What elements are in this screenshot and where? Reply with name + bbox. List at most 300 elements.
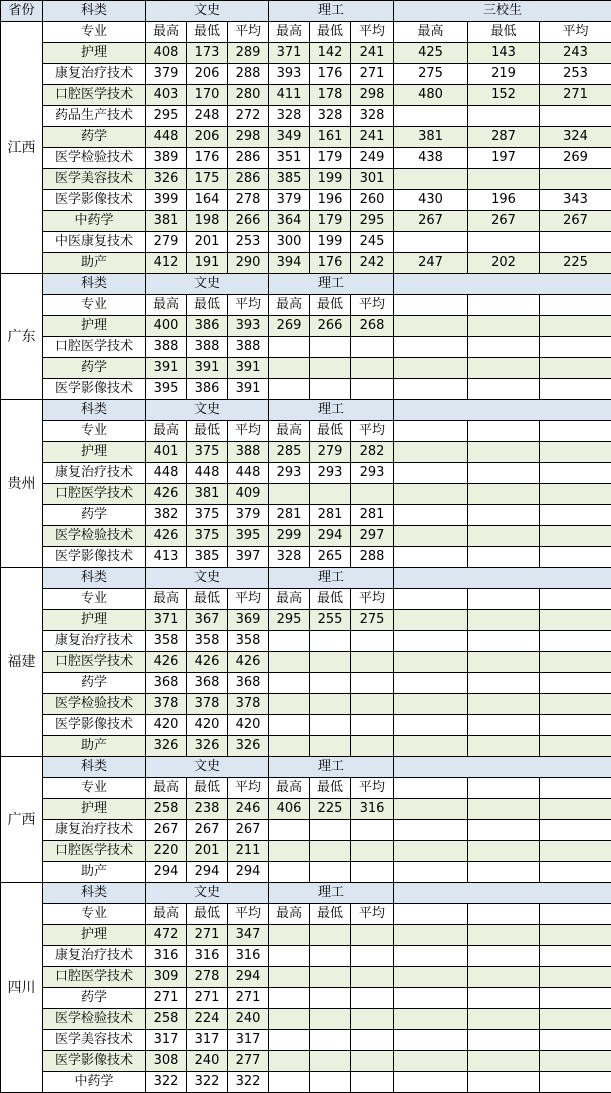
table-row — [1, 1072, 611, 1093]
ligong-min-cell: 225 — [310, 799, 351, 820]
ligong-avg-cell — [351, 379, 394, 400]
major-cell: 医学美容技术 — [43, 169, 146, 190]
category-header-row — [1, 400, 611, 421]
ligong-max-cell — [269, 925, 310, 946]
major-cell: 康复治疗技术 — [43, 463, 146, 484]
wenshi-avg-cell: 397 — [228, 547, 269, 568]
ligong-avg-cell: 316 — [351, 799, 394, 820]
major-label: 专业 — [43, 295, 146, 316]
wenshi-min-cell: 238 — [187, 799, 228, 820]
wenshi-max-cell: 220 — [146, 841, 187, 862]
sanxiao-avg-cell: 271 — [540, 85, 611, 106]
wenshi-max-cell: 472 — [146, 925, 187, 946]
sanxiao-max-cell — [394, 610, 468, 631]
sanxiao-avg-cell — [540, 358, 611, 379]
wenshi-max-cell: 309 — [146, 967, 187, 988]
table-row — [1, 64, 611, 85]
sanxiao-min-label — [468, 589, 540, 610]
wenshi-avg-label: 平均 — [228, 421, 269, 442]
sanxiao-avg-cell — [540, 799, 611, 820]
wenshi-avg-cell: 240 — [228, 1009, 269, 1030]
wenshi-min-cell: 381 — [187, 484, 228, 505]
major-cell: 医学检验技术 — [43, 526, 146, 547]
table-row — [1, 736, 611, 757]
province-cell: 广西 — [1, 757, 43, 883]
major-cell: 药学 — [43, 673, 146, 694]
ligong-avg-cell: 328 — [351, 106, 394, 127]
sanxiao-max-cell: 267 — [394, 211, 468, 232]
sanxiao-min-cell — [468, 232, 540, 253]
ligong-avg-cell — [351, 694, 394, 715]
wenshi-avg-cell: 388 — [228, 337, 269, 358]
sanxiao-avg-cell — [540, 673, 611, 694]
sanxiao-max-cell — [394, 925, 468, 946]
sanxiao-avg-cell — [540, 1030, 611, 1051]
table-row — [1, 106, 611, 127]
sanxiao-avg-cell: 267 — [540, 211, 611, 232]
ligong-avg-label: 平均 — [351, 22, 394, 43]
ligong-avg-cell — [351, 337, 394, 358]
wenshi-avg-cell: 290 — [228, 253, 269, 274]
major-cell: 医学美容技术 — [43, 1030, 146, 1051]
ligong-max-cell — [269, 1072, 310, 1093]
ligong-max-cell: 285 — [269, 442, 310, 463]
sanxiao-min-cell: 143 — [468, 43, 540, 64]
wenshi-min-cell: 173 — [187, 43, 228, 64]
sanxiao-label — [394, 883, 611, 904]
ligong-avg-cell: 242 — [351, 253, 394, 274]
wenshi-max-cell: 322 — [146, 1072, 187, 1093]
ligong-avg-cell: 275 — [351, 610, 394, 631]
wenshi-max-cell: 412 — [146, 253, 187, 274]
major-cell: 医学影像技术 — [43, 379, 146, 400]
wenshi-label: 文史 — [146, 757, 269, 778]
sanxiao-min-cell — [468, 673, 540, 694]
wenshi-min-label: 最低 — [187, 904, 228, 925]
ligong-avg-cell: 245 — [351, 232, 394, 253]
sanxiao-min-cell — [468, 925, 540, 946]
sanxiao-avg-cell: 243 — [540, 43, 611, 64]
sanxiao-min-cell: 267 — [468, 211, 540, 232]
wenshi-avg-cell: 391 — [228, 358, 269, 379]
wenshi-avg-cell: 288 — [228, 64, 269, 85]
ligong-max-cell — [269, 652, 310, 673]
wenshi-avg-cell: 347 — [228, 925, 269, 946]
sanxiao-avg-cell — [540, 379, 611, 400]
sanxiao-max-cell — [394, 652, 468, 673]
wenshi-max-cell: 279 — [146, 232, 187, 253]
wenshi-min-label: 最低 — [187, 22, 228, 43]
sanxiao-max-cell — [394, 946, 468, 967]
wenshi-max-cell: 326 — [146, 736, 187, 757]
wenshi-min-label: 最低 — [187, 589, 228, 610]
subheader-row — [1, 778, 611, 799]
wenshi-avg-label: 平均 — [228, 778, 269, 799]
ligong-max-cell — [269, 715, 310, 736]
major-cell: 助产 — [43, 862, 146, 883]
wenshi-min-cell: 271 — [187, 988, 228, 1009]
table-row — [1, 1009, 611, 1030]
wenshi-avg-cell: 368 — [228, 673, 269, 694]
ligong-max-cell — [269, 736, 310, 757]
table-row — [1, 547, 611, 568]
sanxiao-min-cell — [468, 967, 540, 988]
wenshi-max-cell: 399 — [146, 190, 187, 211]
sanxiao-avg-cell — [540, 316, 611, 337]
wenshi-avg-cell: 388 — [228, 442, 269, 463]
wenshi-min-cell: 375 — [187, 526, 228, 547]
ligong-max-cell — [269, 673, 310, 694]
wenshi-max-cell: 426 — [146, 484, 187, 505]
ligong-min-cell: 179 — [310, 211, 351, 232]
ligong-min-cell — [310, 673, 351, 694]
major-cell: 医学影像技术 — [43, 1051, 146, 1072]
sanxiao-max-cell — [394, 232, 468, 253]
wenshi-max-cell: 426 — [146, 652, 187, 673]
table-row — [1, 253, 611, 274]
sanxiao-max-cell — [394, 337, 468, 358]
ligong-avg-cell: 241 — [351, 127, 394, 148]
sanxiao-max-cell — [394, 379, 468, 400]
ligong-avg-cell — [351, 484, 394, 505]
ligong-min-cell — [310, 736, 351, 757]
province-cell: 福建 — [1, 568, 43, 757]
sanxiao-max-cell — [394, 526, 468, 547]
ligong-max-cell: 411 — [269, 85, 310, 106]
sanxiao-min-cell — [468, 610, 540, 631]
table-row — [1, 1051, 611, 1072]
ligong-min-label: 最低 — [310, 22, 351, 43]
wenshi-max-label: 最高 — [146, 421, 187, 442]
wenshi-max-cell: 400 — [146, 316, 187, 337]
ligong-min-cell — [310, 631, 351, 652]
sanxiao-max-cell — [394, 631, 468, 652]
wenshi-min-cell: 248 — [187, 106, 228, 127]
wenshi-avg-cell: 409 — [228, 484, 269, 505]
ligong-min-cell: 161 — [310, 127, 351, 148]
sanxiao-min-cell — [468, 652, 540, 673]
sanxiao-min-cell — [468, 820, 540, 841]
major-cell: 护理 — [43, 442, 146, 463]
sanxiao-max-cell: 438 — [394, 148, 468, 169]
wenshi-max-cell: 420 — [146, 715, 187, 736]
sanxiao-min-cell — [468, 799, 540, 820]
wenshi-avg-cell: 379 — [228, 505, 269, 526]
sanxiao-max-cell — [394, 694, 468, 715]
sanxiao-avg-cell — [540, 925, 611, 946]
sanxiao-min-cell — [468, 484, 540, 505]
ligong-max-label: 最高 — [269, 421, 310, 442]
major-cell: 中药学 — [43, 1072, 146, 1093]
wenshi-avg-cell: 358 — [228, 631, 269, 652]
wenshi-avg-cell: 426 — [228, 652, 269, 673]
sanxiao-max-cell — [394, 106, 468, 127]
ligong-avg-label: 平均 — [351, 778, 394, 799]
sanxiao-min-cell — [468, 631, 540, 652]
ligong-label: 理工 — [269, 883, 394, 904]
table-row — [1, 148, 611, 169]
ligong-max-cell: 393 — [269, 64, 310, 85]
ligong-min-cell — [310, 967, 351, 988]
wenshi-min-cell: 198 — [187, 211, 228, 232]
wenshi-max-cell: 395 — [146, 379, 187, 400]
wenshi-avg-cell: 278 — [228, 190, 269, 211]
table-row — [1, 43, 611, 64]
sanxiao-min-cell — [468, 1072, 540, 1093]
sanxiao-min-cell — [468, 946, 540, 967]
major-cell: 医学影像技术 — [43, 190, 146, 211]
subheader-row — [1, 904, 611, 925]
sanxiao-max-label: 最高 — [394, 22, 468, 43]
ligong-min-cell — [310, 946, 351, 967]
sanxiao-max-cell — [394, 169, 468, 190]
ligong-avg-cell: 297 — [351, 526, 394, 547]
wenshi-min-cell: 420 — [187, 715, 228, 736]
sanxiao-min-cell: 202 — [468, 253, 540, 274]
sanxiao-min-cell: 197 — [468, 148, 540, 169]
ligong-min-cell — [310, 484, 351, 505]
sanxiao-max-cell: 247 — [394, 253, 468, 274]
sanxiao-max-cell: 430 — [394, 190, 468, 211]
sanxiao-avg-cell — [540, 736, 611, 757]
major-cell: 医学检验技术 — [43, 1009, 146, 1030]
major-cell: 康复治疗技术 — [43, 820, 146, 841]
wenshi-avg-cell: 420 — [228, 715, 269, 736]
sanxiao-max-cell — [394, 673, 468, 694]
sanxiao-min-cell — [468, 463, 540, 484]
wenshi-avg-label: 平均 — [228, 295, 269, 316]
wenshi-avg-cell: 391 — [228, 379, 269, 400]
ligong-avg-cell: 295 — [351, 211, 394, 232]
wenshi-max-cell: 403 — [146, 85, 187, 106]
wenshi-max-cell: 295 — [146, 106, 187, 127]
sanxiao-min-cell — [468, 358, 540, 379]
table-row — [1, 190, 611, 211]
ligong-avg-cell — [351, 1072, 394, 1093]
sanxiao-min-label — [468, 421, 540, 442]
wenshi-max-cell: 448 — [146, 463, 187, 484]
wenshi-label: 文史 — [146, 274, 269, 295]
table-row — [1, 316, 611, 337]
ligong-max-label: 最高 — [269, 295, 310, 316]
major-cell: 护理 — [43, 43, 146, 64]
ligong-max-cell — [269, 988, 310, 1009]
ligong-max-cell — [269, 841, 310, 862]
wenshi-avg-cell: 266 — [228, 211, 269, 232]
ligong-max-label: 最高 — [269, 778, 310, 799]
wenshi-min-cell: 386 — [187, 316, 228, 337]
wenshi-max-cell: 371 — [146, 610, 187, 631]
ligong-avg-label: 平均 — [351, 421, 394, 442]
wenshi-min-cell: 386 — [187, 379, 228, 400]
category-header-row — [1, 757, 611, 778]
wenshi-avg-cell: 253 — [228, 232, 269, 253]
sanxiao-avg-cell — [540, 862, 611, 883]
ligong-label: 理工 — [269, 274, 394, 295]
ligong-max-cell — [269, 694, 310, 715]
ligong-max-cell: 406 — [269, 799, 310, 820]
sanxiao-avg-cell — [540, 631, 611, 652]
sanxiao-avg-cell — [540, 988, 611, 1009]
wenshi-avg-cell: 298 — [228, 127, 269, 148]
ligong-avg-cell: 298 — [351, 85, 394, 106]
ligong-avg-cell — [351, 631, 394, 652]
ligong-min-cell: 279 — [310, 442, 351, 463]
ligong-avg-cell — [351, 988, 394, 1009]
wenshi-min-cell: 448 — [187, 463, 228, 484]
ligong-min-label: 最低 — [310, 421, 351, 442]
ligong-avg-cell: 260 — [351, 190, 394, 211]
table-row — [1, 379, 611, 400]
major-cell: 医学影像技术 — [43, 547, 146, 568]
wenshi-min-cell: 240 — [187, 1051, 228, 1072]
ligong-avg-cell — [351, 715, 394, 736]
ligong-max-cell — [269, 1009, 310, 1030]
sanxiao-max-cell — [394, 967, 468, 988]
ligong-avg-cell: 301 — [351, 169, 394, 190]
wenshi-max-cell: 388 — [146, 337, 187, 358]
wenshi-min-cell: 317 — [187, 1030, 228, 1051]
ligong-max-cell — [269, 967, 310, 988]
ligong-min-cell: 293 — [310, 463, 351, 484]
ligong-min-cell: 328 — [310, 106, 351, 127]
sanxiao-max-cell — [394, 358, 468, 379]
wenshi-min-cell: 278 — [187, 967, 228, 988]
wenshi-min-cell: 368 — [187, 673, 228, 694]
wenshi-avg-cell: 393 — [228, 316, 269, 337]
sanxiao-avg-label — [540, 589, 611, 610]
wenshi-avg-cell: 316 — [228, 946, 269, 967]
wenshi-min-label: 最低 — [187, 421, 228, 442]
major-cell: 康复治疗技术 — [43, 946, 146, 967]
ligong-min-cell — [310, 925, 351, 946]
ligong-label: 理工 — [269, 400, 394, 421]
ligong-max-label: 最高 — [269, 904, 310, 925]
sanxiao-max-cell — [394, 715, 468, 736]
sanxiao-avg-cell: 225 — [540, 253, 611, 274]
table-row — [1, 85, 611, 106]
major-label: 专业 — [43, 589, 146, 610]
wenshi-avg-cell: 286 — [228, 169, 269, 190]
ligong-max-cell: 299 — [269, 526, 310, 547]
ligong-max-cell: 371 — [269, 43, 310, 64]
ligong-min-cell: 281 — [310, 505, 351, 526]
ligong-max-cell: 295 — [269, 610, 310, 631]
ligong-avg-cell: 249 — [351, 148, 394, 169]
ligong-min-cell: 176 — [310, 253, 351, 274]
ligong-avg-cell: 268 — [351, 316, 394, 337]
wenshi-min-cell: 191 — [187, 253, 228, 274]
sanxiao-max-cell — [394, 820, 468, 841]
sanxiao-label — [394, 568, 611, 589]
wenshi-max-cell: 368 — [146, 673, 187, 694]
sanxiao-avg-cell — [540, 442, 611, 463]
sanxiao-header: 三校生 — [394, 1, 611, 22]
wenshi-max-cell: 408 — [146, 43, 187, 64]
ligong-max-cell: 385 — [269, 169, 310, 190]
ligong-min-cell — [310, 841, 351, 862]
ligong-avg-cell: 288 — [351, 547, 394, 568]
ligong-max-cell: 328 — [269, 547, 310, 568]
ligong-avg-cell — [351, 841, 394, 862]
sanxiao-avg-label — [540, 421, 611, 442]
wenshi-min-cell: 271 — [187, 925, 228, 946]
sanxiao-avg-cell — [540, 715, 611, 736]
table-row — [1, 211, 611, 232]
ligong-avg-cell: 271 — [351, 64, 394, 85]
sanxiao-max-cell — [394, 988, 468, 1009]
sanxiao-avg-cell: 324 — [540, 127, 611, 148]
ligong-min-cell: 196 — [310, 190, 351, 211]
ligong-min-cell: 178 — [310, 85, 351, 106]
sanxiao-max-label — [394, 778, 468, 799]
wenshi-min-cell: 326 — [187, 736, 228, 757]
ligong-min-label: 最低 — [310, 295, 351, 316]
major-cell: 护理 — [43, 799, 146, 820]
sanxiao-avg-cell — [540, 946, 611, 967]
wenshi-avg-label: 平均 — [228, 904, 269, 925]
wenshi-max-cell: 358 — [146, 631, 187, 652]
sanxiao-max-label — [394, 904, 468, 925]
sanxiao-max-cell — [394, 484, 468, 505]
province-cell: 广东 — [1, 274, 43, 400]
wenshi-avg-cell: 317 — [228, 1030, 269, 1051]
sanxiao-min-cell — [468, 379, 540, 400]
sanxiao-avg-cell — [540, 820, 611, 841]
wenshi-max-cell: 413 — [146, 547, 187, 568]
subheader-row — [1, 295, 611, 316]
category-header-row — [1, 883, 611, 904]
major-cell: 护理 — [43, 925, 146, 946]
ligong-avg-cell: 282 — [351, 442, 394, 463]
wenshi-min-cell: 224 — [187, 1009, 228, 1030]
sanxiao-min-label — [468, 778, 540, 799]
wenshi-min-cell: 294 — [187, 862, 228, 883]
sanxiao-avg-label: 平均 — [540, 22, 611, 43]
ligong-avg-cell: 293 — [351, 463, 394, 484]
sanxiao-avg-cell — [540, 463, 611, 484]
wenshi-max-cell: 294 — [146, 862, 187, 883]
major-cell: 口腔医学技术 — [43, 85, 146, 106]
sanxiao-max-cell — [394, 862, 468, 883]
sanxiao-min-cell — [468, 1030, 540, 1051]
sanxiao-max-cell — [394, 799, 468, 820]
table-row — [1, 358, 611, 379]
wenshi-avg-cell: 326 — [228, 736, 269, 757]
wenshi-avg-cell: 395 — [228, 526, 269, 547]
wenshi-max-cell: 258 — [146, 1009, 187, 1030]
sanxiao-min-cell — [468, 988, 540, 1009]
sanxiao-max-cell — [394, 841, 468, 862]
table-row — [1, 967, 611, 988]
sanxiao-avg-cell — [540, 526, 611, 547]
ligong-max-cell — [269, 484, 310, 505]
ligong-min-cell — [310, 862, 351, 883]
ligong-avg-cell — [351, 1030, 394, 1051]
table-row — [1, 463, 611, 484]
ligong-max-cell: 364 — [269, 211, 310, 232]
ligong-max-cell: 293 — [269, 463, 310, 484]
sanxiao-min-cell — [468, 505, 540, 526]
table-row — [1, 820, 611, 841]
ligong-avg-label: 平均 — [351, 904, 394, 925]
ligong-max-cell: 300 — [269, 232, 310, 253]
sanxiao-max-cell — [394, 1072, 468, 1093]
category-label: 科类 — [43, 757, 146, 778]
wenshi-min-cell: 267 — [187, 820, 228, 841]
ligong-avg-cell — [351, 1009, 394, 1030]
sanxiao-avg-cell — [540, 106, 611, 127]
